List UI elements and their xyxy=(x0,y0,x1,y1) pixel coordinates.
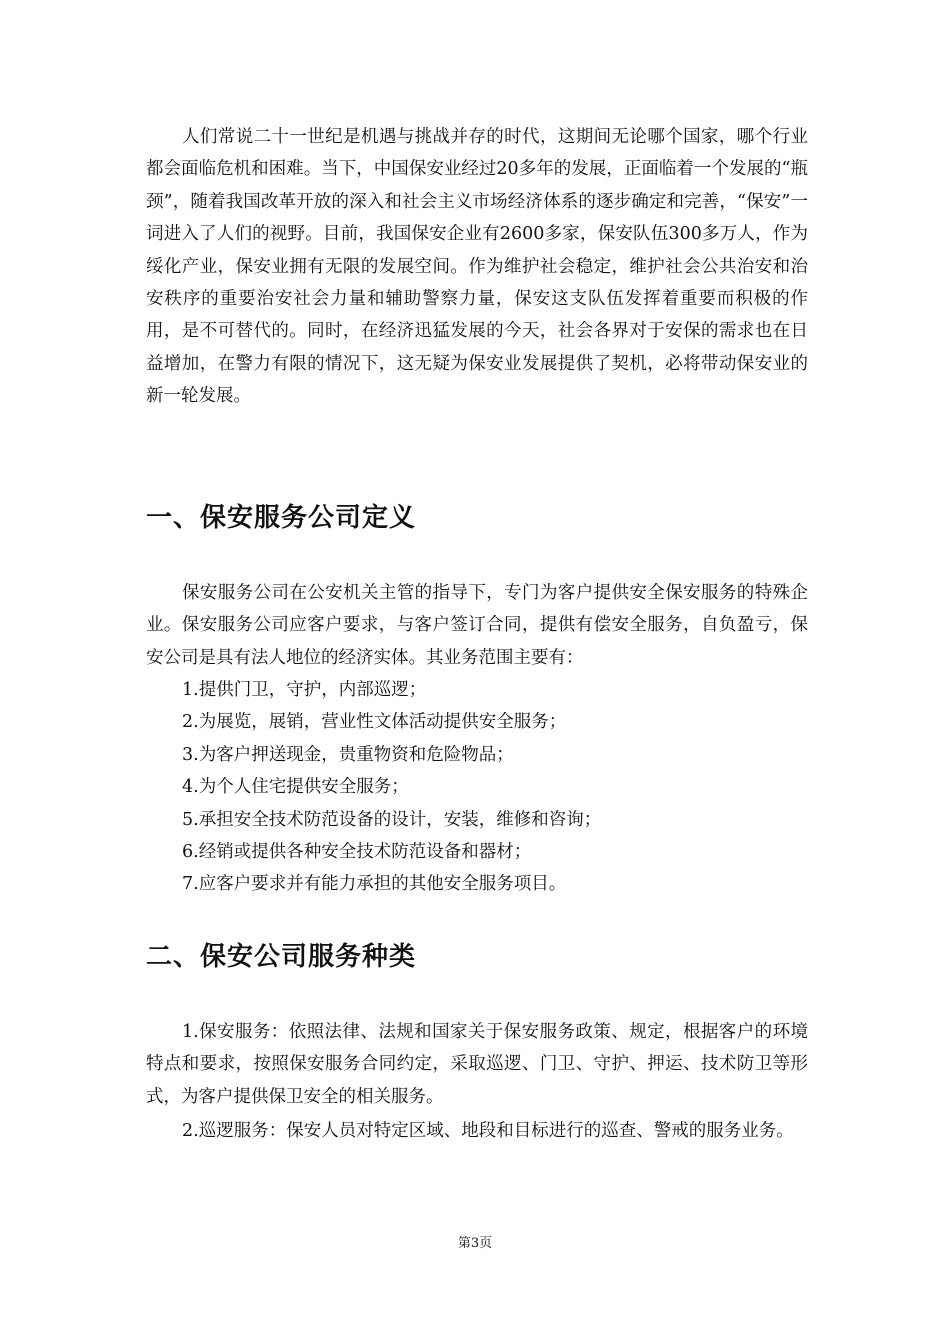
section-heading-definition: 一、保安服务公司定义 xyxy=(146,503,417,533)
service-paragraph-patrol: 2.巡逻服务：保安人员对特定区域、地段和目标进行的巡查、警戒的服务业务。 xyxy=(182,1121,794,1141)
list-item: 3.为客户押送现金，贵重物资和危险物品； xyxy=(182,744,514,765)
list-item: 2.为展览，展销，营业性文体活动提供安全服务； xyxy=(182,712,567,733)
list-item: 5.承担安全技术防范设备的设计，安装，维修和咨询； xyxy=(182,809,602,830)
list-item: 7.应客户要求并有能力承担的其他安全服务项目。 xyxy=(182,874,567,895)
section-heading-service-types: 二、保安公司服务种类 xyxy=(146,942,417,972)
page-number: 第3页 xyxy=(457,1236,493,1251)
intro-paragraph: 人们常说二十一世纪是机遇与挑战并存的时代，这期间无论哪个国家，哪个行业都会面临危机和困难。当下，中国保安业经过20多年的发展，正面临着一个发展的“瓶颈”，随着我国改革开放的深入和社会主义市场经济体系的逐步确定和完善，“保安”一词进入了人们的视野。目前，我国保安企业有2600多家，保安队伍300多万人，作为绥化产业，保安业拥有无限的发展空间。作为维护社会稳定，维护社会公共治安和治安秩序的重要治安社会力量和辅助警察力量，保安这支队伍发挥着重要而积极的作用，是不可替代的。同时，在经济迅猛发展的今天，社会各界对于安保的需求也在日益增加，在警力有限的情况下，这无疑为保安业发展提供了契机，必将带动保安业的新一轮发展。 xyxy=(146,127,808,407)
service-paragraph-security: 1.保安服务：依照法律、法规和国家关于保安服务政策、规定，根据客户的环境特点和要求，按照保安服务合同约定，采取巡逻、门卫、守护、押运、技术防卫等形式，为客户提供保卫安全的相关服务。 xyxy=(146,1022,808,1107)
business-scope-list xyxy=(182,674,601,901)
list-item: 6.经销或提供各种安全技术防范设备和器材； xyxy=(182,842,532,863)
list-item: 1.提供门卫，守护，内部巡逻； xyxy=(182,680,427,700)
list-item: 4.为个人住宅提供安全服务； xyxy=(182,777,409,798)
definition-paragraph: 保安服务公司在公安机关主管的指导下，专门为客户提供安全保安服务的特殊企业。保安服务公司应客户要求，与客户签订合同，提供有偿安全服务，自负盈亏，保安公司是具有法人地位的经济实体。其业务范围主要有： xyxy=(146,583,808,668)
